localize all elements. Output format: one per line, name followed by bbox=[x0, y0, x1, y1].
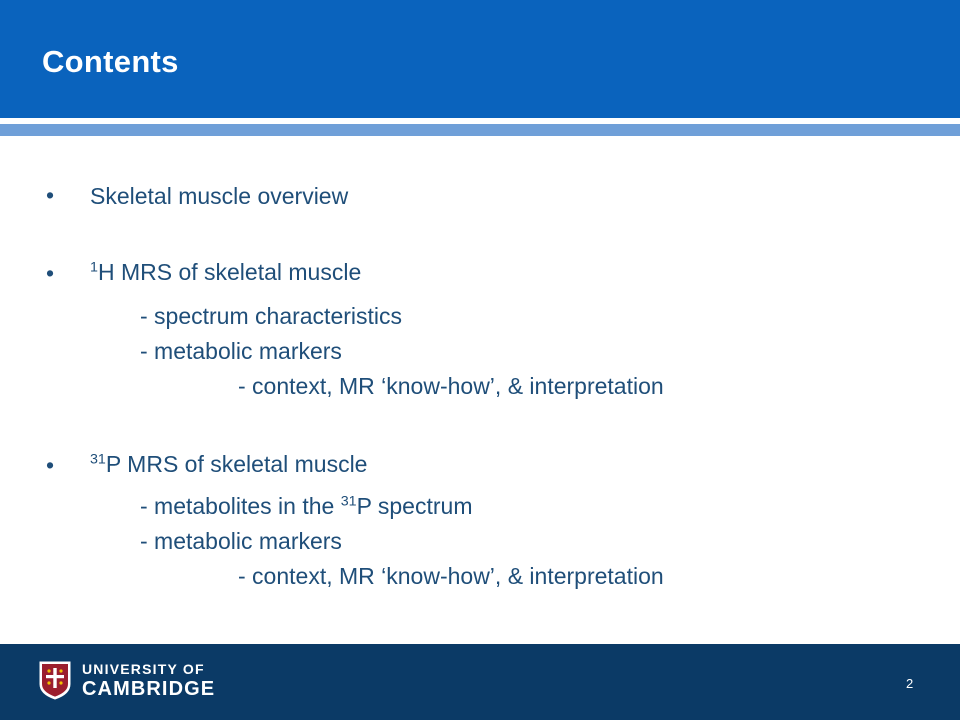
logo-wordmark bbox=[82, 662, 215, 699]
bullet-marker-icon: • bbox=[46, 260, 55, 286]
list-item-spectrum-characteristics bbox=[140, 302, 402, 331]
list-item-context-interpretation-1h bbox=[238, 372, 664, 401]
list-item-label: - context, MR ‘know-how’, & interpretation bbox=[238, 373, 664, 399]
superscript-31: 31 bbox=[340, 493, 357, 510]
page-title: Contents bbox=[42, 44, 179, 79]
superscript-31: 31 bbox=[90, 451, 106, 468]
superscript-1: 1 bbox=[90, 259, 98, 276]
list-item-label: P MRS of skeletal muscle bbox=[105, 451, 368, 477]
list-item-metabolic-markers-31p bbox=[140, 527, 342, 556]
list-item-label: - context, MR ‘know-how’, & interpretation bbox=[238, 563, 664, 589]
logo-line-1: UNIVERSITY OF bbox=[82, 660, 205, 677]
bullet-marker-icon: • bbox=[46, 182, 55, 208]
logo-line-2: CAMBRIDGE bbox=[82, 677, 216, 700]
page-number: 2 bbox=[906, 676, 914, 691]
list-item-label: H MRS of skeletal muscle bbox=[97, 259, 362, 285]
crest-icon bbox=[38, 660, 72, 700]
list-item-metabolic-markers-1h bbox=[140, 337, 342, 366]
list-item-metabolites-31p-spectrum bbox=[140, 492, 472, 521]
list-item-label: - metabolic markers bbox=[140, 338, 342, 364]
list-item-label-before: - metabolites in the bbox=[140, 493, 341, 519]
content-area bbox=[0, 136, 960, 644]
list-item-p31-mrs bbox=[90, 450, 367, 479]
list-item-label-after: P spectrum bbox=[356, 493, 473, 519]
list-item-label: - spectrum characteristics bbox=[140, 303, 403, 329]
bullet-marker-icon: • bbox=[46, 452, 55, 478]
list-item-skeletal-muscle-overview bbox=[90, 182, 348, 211]
list-item-label: Skeletal muscle overview bbox=[90, 183, 349, 209]
list-item-context-interpretation-31p bbox=[238, 562, 664, 591]
list-item-h1-mrs bbox=[90, 258, 361, 287]
university-logo bbox=[38, 660, 215, 700]
list-item-label: - metabolic markers bbox=[140, 528, 342, 554]
header-accent-band bbox=[0, 124, 960, 136]
